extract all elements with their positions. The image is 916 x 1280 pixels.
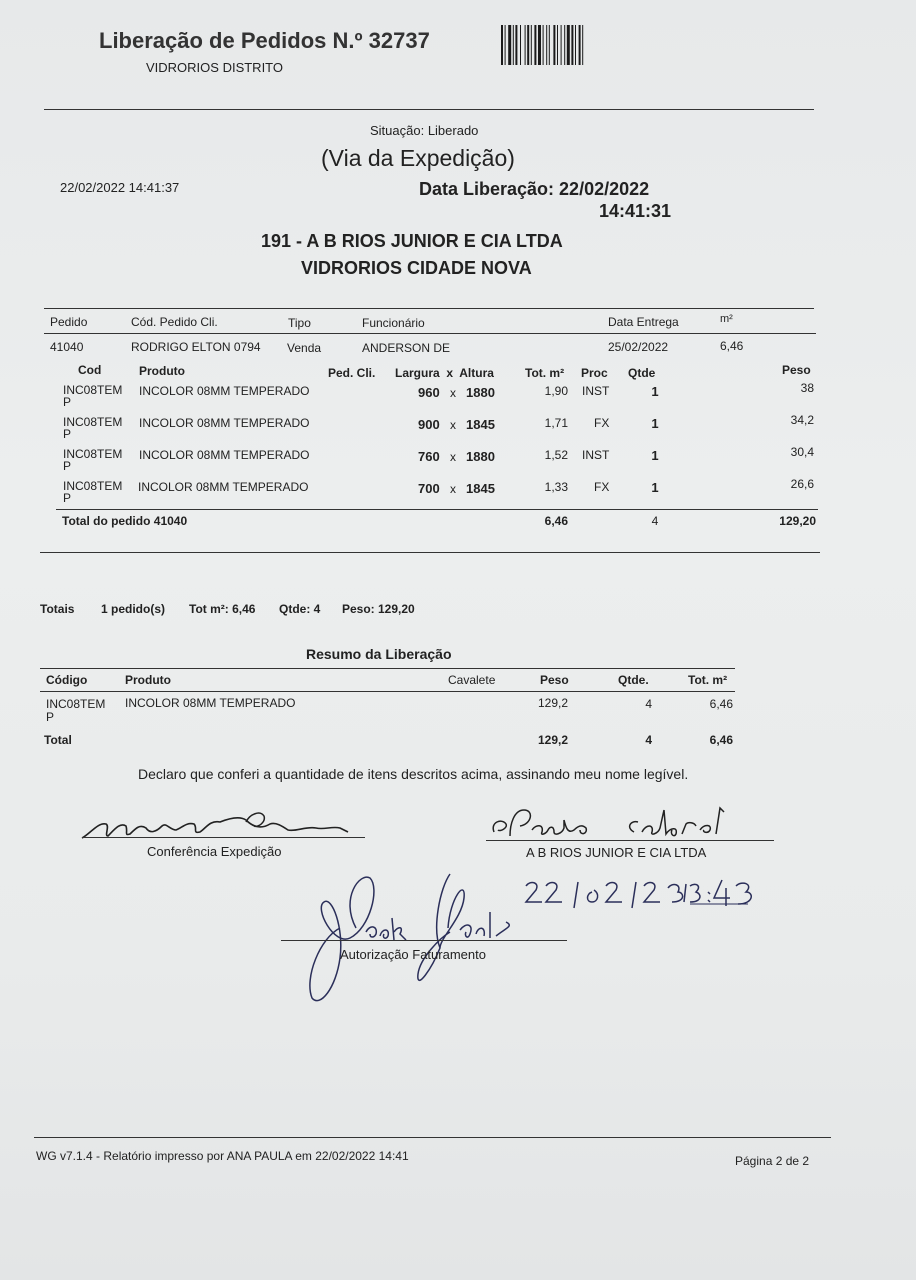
resumo-top-line (40, 668, 735, 669)
client-name: 191 - A B RIOS JUNIOR E CIA LTDA (261, 231, 563, 251)
order-total-qtde: 4 (651, 514, 659, 528)
item-cod: INC08TEM (63, 447, 123, 461)
cliente-label: A B RIOS JUNIOR E CIA LTDA (526, 845, 707, 860)
order-total-m2: 6,46 (544, 514, 568, 528)
item-cod: INC08TEM (63, 383, 123, 397)
declaration-text: Declaro que conferi a quantidade de itens descritos acima, assinando meu nome legível. (138, 766, 689, 782)
item-peso: 26,6 (790, 477, 814, 491)
resumo-col-produto: Produto (125, 673, 171, 687)
resumo-col-codigo: Código (46, 673, 88, 687)
order-tipo-value: Venda (287, 341, 322, 355)
order-bottom-line (40, 552, 820, 553)
company-subtitle: VIDRORIOS DISTRITO (146, 60, 283, 75)
item-largura: 900 (418, 417, 440, 432)
autorizacao-line (281, 940, 567, 941)
order-total-label: Total do pedido 41040 (62, 514, 188, 528)
resumo-tot-m2: 6,46 (709, 697, 733, 711)
item-altura: 1880 (466, 385, 495, 400)
header-divider (44, 109, 814, 110)
resumo-codigo: INC08TEM (46, 697, 106, 711)
item-proc: INST (582, 384, 610, 398)
item-produto: INCOLOR 08MM TEMPERADO (139, 448, 310, 462)
item-cod-suffix: P (63, 491, 72, 505)
order-pedido-value: 41040 (50, 340, 84, 354)
conferencia-line (82, 837, 365, 838)
item-peso: 38 (800, 381, 814, 395)
items-col-produto: Produto (139, 364, 185, 378)
item-proc: FX (594, 480, 610, 494)
item-cod: INC08TEM (63, 415, 123, 429)
item-tot-m2: 1,90 (544, 384, 568, 398)
col-funcionario: Funcionário (362, 316, 425, 330)
item-qtde: 1 (651, 448, 659, 463)
autorizacao-label: Autorização Faturamento (340, 947, 486, 962)
order-data-entrega-value: 25/02/2022 (608, 340, 669, 354)
items-col-ped-cli: Ped. Cli. (328, 366, 376, 380)
item-produto: INCOLOR 08MM TEMPERADO (139, 416, 310, 430)
item-x: x (450, 418, 456, 432)
totais-label: Totais (40, 602, 75, 616)
resumo-header-line (40, 691, 735, 692)
resumo-peso: 129,2 (538, 696, 569, 710)
footer-printed-by: WG v7.1.4 - Relatório impresso por ANA PAULA em 22/02/2022 14:41 (36, 1149, 409, 1163)
footer-line (34, 1137, 831, 1138)
resumo-col-peso: Peso (540, 673, 569, 687)
items-col-peso: Peso (782, 363, 811, 377)
col-cod-pedido-cli: Cód. Pedido Cli. (131, 315, 218, 329)
resumo-title: Resumo da Liberação (306, 646, 452, 662)
order-header-line (44, 333, 816, 334)
page-number: Página 2 de 2 (735, 1154, 810, 1168)
item-tot-m2: 1,52 (544, 448, 568, 462)
item-x: x (450, 386, 456, 400)
col-data-entrega: Data Entrega (608, 315, 679, 329)
items-col-tot-m2: Tot. m² (525, 366, 565, 380)
item-x: x (450, 450, 456, 464)
item-altura: 1845 (466, 481, 495, 496)
order-m2-value: 6,46 (720, 339, 744, 353)
order-funcionario-value: ANDERSON DE (362, 341, 451, 355)
cliente-line (486, 840, 774, 841)
resumo-col-qtde: Qtde. (618, 673, 649, 687)
item-produto: INCOLOR 08MM TEMPERADO (139, 384, 310, 398)
order-total-peso: 129,20 (779, 514, 816, 528)
signature-cliente (484, 800, 774, 844)
conferencia-label: Conferência Expedição (147, 844, 282, 859)
item-largura: 760 (418, 449, 440, 464)
print-datetime: 22/02/2022 14:41:37 (60, 180, 180, 195)
item-produto: INCOLOR 08MM TEMPERADO (138, 480, 309, 494)
item-tot-m2: 1,33 (544, 480, 568, 494)
resumo-produto: INCOLOR 08MM TEMPERADO (125, 696, 296, 710)
item-cod-suffix: P (63, 459, 72, 473)
items-col-proc: Proc (581, 366, 608, 380)
resumo-total-label: Total (44, 733, 72, 747)
item-largura: 700 (418, 481, 440, 496)
item-qtde: 1 (651, 480, 659, 495)
resumo-codigo-suffix: P (46, 710, 55, 724)
order-top-line (44, 308, 814, 309)
item-proc: FX (594, 416, 610, 430)
signature-date (522, 872, 772, 916)
items-col-cod: Cod (78, 363, 102, 377)
totais-peso: Peso: 129,20 (342, 602, 415, 616)
item-tot-m2: 1,71 (544, 416, 568, 430)
client-store: VIDRORIOS CIDADE NOVA (301, 258, 532, 278)
resumo-qtde: 4 (645, 697, 652, 711)
resumo-col-cavalete: Cavalete (448, 673, 496, 687)
items-col-qtde: Qtde (628, 366, 656, 380)
resumo-total-m2: 6,46 (709, 733, 733, 747)
col-tipo: Tipo (288, 316, 311, 330)
col-m2: m² (720, 313, 733, 325)
item-qtde: 1 (651, 384, 659, 399)
resumo-total-qtde: 4 (645, 733, 652, 747)
totais-m2: Tot m²: 6,46 (189, 602, 256, 616)
situacao: Situação: Liberado (370, 123, 479, 138)
item-altura: 1845 (466, 417, 495, 432)
order-cod-cli-value: RODRIGO ELTON 0794 (131, 340, 261, 354)
item-cod-suffix: P (63, 395, 72, 409)
item-x: x (450, 482, 456, 496)
document-title: Liberação de Pedidos N.º 32737 (99, 28, 430, 53)
item-peso: 34,2 (790, 413, 814, 427)
data-liberacao: Data Liberação: 22/02/2022 (419, 179, 650, 199)
barcode (501, 25, 637, 67)
totais-pedidos: 1 pedido(s) (101, 602, 166, 616)
item-largura: 960 (418, 385, 440, 400)
items-total-line (56, 509, 818, 510)
item-cod-suffix: P (63, 427, 72, 441)
data-liberacao-time: 14:41:31 (599, 201, 672, 221)
via-label: (Via da Expedição) (321, 145, 515, 171)
item-proc: INST (582, 448, 610, 462)
item-cod: INC08TEM (63, 479, 123, 493)
signature-conferencia (70, 804, 370, 848)
resumo-total-peso: 129,2 (538, 733, 569, 747)
items-col-largura-altura: Largura x Altura (395, 366, 494, 380)
item-qtde: 1 (651, 416, 659, 431)
totais-qtde: Qtde: 4 (279, 602, 321, 616)
item-peso: 30,4 (790, 445, 814, 459)
resumo-col-tot-m2: Tot. m² (688, 673, 728, 687)
col-pedido: Pedido (50, 315, 88, 329)
item-altura: 1880 (466, 449, 495, 464)
